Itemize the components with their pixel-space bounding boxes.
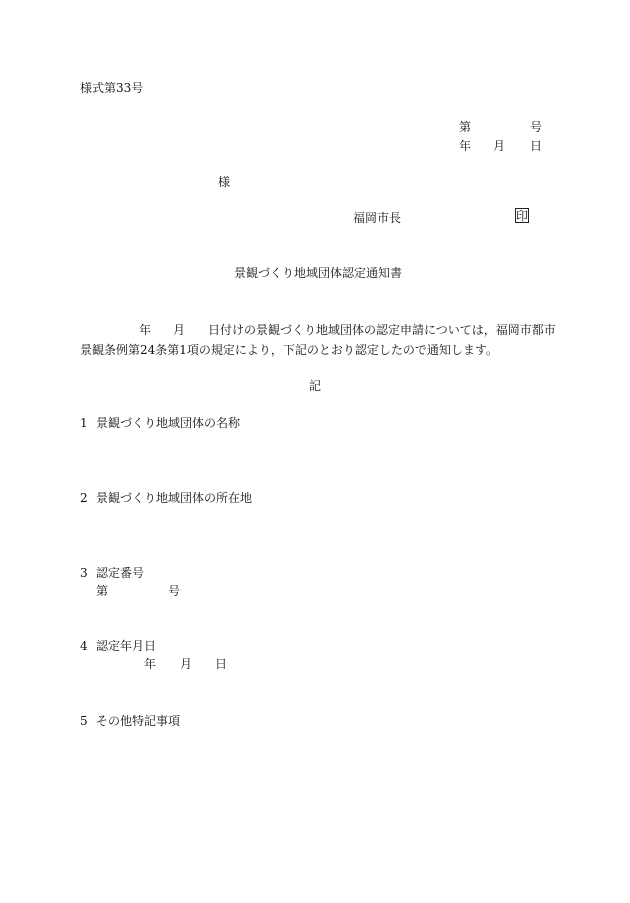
- item-4-nen: 年: [144, 657, 157, 671]
- item-2-number: 2: [80, 491, 88, 505]
- item-3-gou: 号: [168, 584, 181, 598]
- item-2-label: 景観づくり地域団体の所在地: [96, 491, 253, 505]
- item-5-number: 5: [80, 714, 88, 728]
- seal-box: 印: [516, 209, 529, 223]
- item-1-number: 1: [80, 416, 88, 430]
- ki-mark: 記: [309, 379, 322, 393]
- issue-date-nen: 年: [459, 139, 472, 153]
- item-1-label: 景観づくり地域団体の名称: [96, 416, 241, 430]
- item-4-hi: 日: [215, 657, 228, 671]
- body-line-1: 日付けの景観づくり地域団体の認定申請については，福岡市都市: [208, 323, 556, 337]
- body-line-2: 景観条例第24条第1項の規定により，下記のとおり認定したので通知します。: [80, 343, 498, 357]
- item-4-tsuki: 月: [180, 657, 193, 671]
- item-4-label: 認定年月日: [96, 639, 157, 653]
- item-3-label: 認定番号: [96, 566, 145, 580]
- item-4-number: 4: [80, 639, 88, 653]
- item-3-dai: 第: [96, 584, 109, 598]
- doc-number-dai: 第: [459, 120, 472, 134]
- form-number: 様式第33号: [80, 81, 144, 95]
- issue-date-tsuki: 月: [493, 139, 506, 153]
- item-3-number: 3: [80, 566, 88, 580]
- addressee-sama: 様: [218, 175, 231, 189]
- document-title: 景観づくり地域団体認定通知書: [234, 266, 403, 280]
- item-5-label: その他特記事項: [96, 714, 181, 728]
- sender-title: 福岡市長: [353, 211, 402, 225]
- body-date-tsuki: 月: [173, 323, 186, 337]
- doc-number-gou: 号: [530, 120, 543, 134]
- issue-date-hi: 日: [530, 139, 543, 153]
- body-date-nen: 年: [139, 323, 152, 337]
